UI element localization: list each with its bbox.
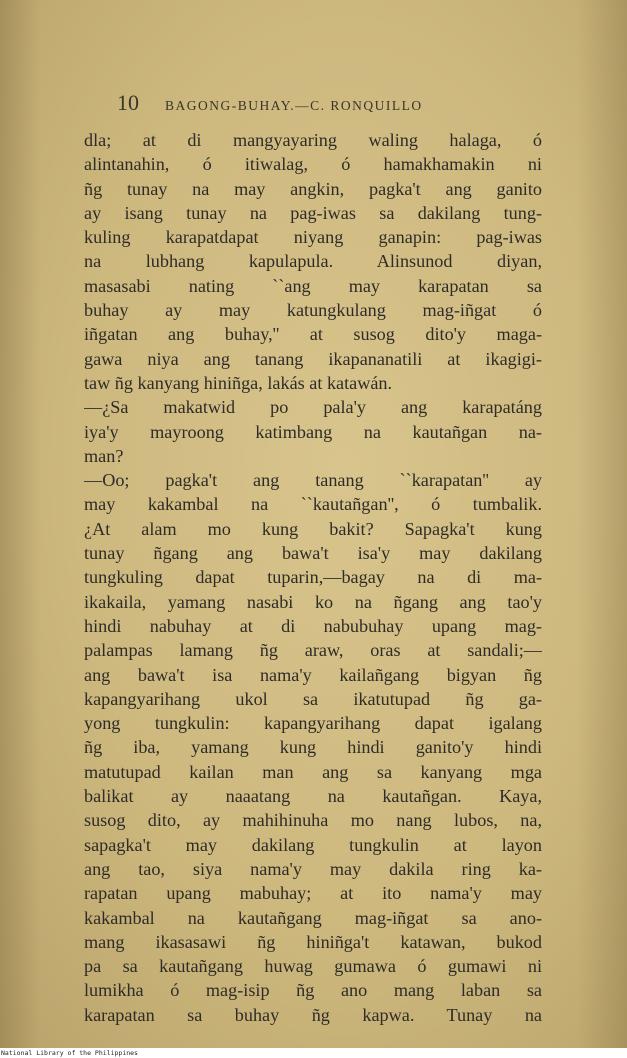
page-header	[117, 90, 557, 120]
text-line: susog dito, ay mahihinuha mo nang lubos, na,	[84, 810, 542, 831]
text-line: —¿Sa makatwid po pala'y ang karapatáng	[84, 397, 542, 418]
text-line: ang bawa't isa nama'y kailañgang bigyan ñg	[84, 664, 542, 685]
text-line: man?	[84, 445, 124, 466]
text-line: hindi nabuhay at di nabubuhay upang mag-	[84, 615, 542, 636]
text-line: masasabi nating ``ang may karapatan sa	[84, 275, 542, 296]
page-edge-shadow-left	[0, 0, 40, 1048]
library-credit: National Library of the Philippines	[1, 1049, 138, 1057]
body-text	[84, 128, 542, 1027]
page-edge-shadow-right	[577, 0, 627, 1048]
text-line: iya'y mayroong katimbang na kautañgan na-	[84, 421, 542, 442]
text-line: ñg tunay na may angkin, pagka't ang ganito	[84, 178, 542, 199]
text-line: kakambal na kautañgang mag-iñgat sa ano-	[84, 907, 542, 928]
text-line: ikakaila, yamang nasabi ko na ñgang ang tao'y	[84, 591, 542, 612]
text-line: dla; at di mangyayaring waling halaga, ó	[84, 130, 542, 150]
text-line: ¿At alam mo kung bakit? Sapagka't kung	[84, 518, 542, 539]
text-line: lumikha ó mag-isip ñg ano mang laban sa	[84, 980, 542, 1001]
text-line: tungkuling dapat tuparin,—bagay na di ma-	[84, 567, 542, 588]
text-line: alintanahin, ó itiwalag, ó hamakhamakin ni	[84, 154, 542, 175]
text-line: matutupad kailan man ang sa kanyang mga	[84, 761, 542, 782]
text-line: balikat ay naaatang na kautañgan. Kaya,	[84, 786, 542, 807]
text-line: yong tungkulin: kapangyarihang dapat igalang	[84, 713, 542, 734]
text-line: ñg iba, yamang kung hindi ganito'y hindi	[84, 737, 542, 758]
text-line: buhay ay may katungkulang mag-iñgat ó	[84, 300, 542, 321]
running-title: BAGONG-BUHAY.—C. RONQUILLO	[165, 98, 423, 113]
text-line: ang tao, siya nama'y may dakila ring ka-	[84, 858, 542, 879]
text-line: iñgatan ang buhay,'' at susog dito'y maga-	[84, 324, 542, 345]
text-line: rapatan upang mabuhay; at ito nama'y may	[84, 883, 542, 904]
text-line: pa sa kautañgang huwag gumawa ó gumawi ni	[84, 956, 542, 977]
text-line: tunay ñgang ang bawa't isa'y may dakilang	[84, 543, 542, 564]
page-number: 10	[117, 90, 139, 115]
text-line: taw ñg kanyang hiniñga, lakás at katawán.	[84, 372, 393, 393]
text-line: —Oo; pagka't ang tanang ``karapatan'' ay	[84, 470, 542, 491]
text-line: kapangyarihang ukol sa ikatutupad ñg ga-	[84, 688, 542, 709]
text-line: kuling karapatdapat niyang ganapin: pag-iwas	[84, 227, 542, 248]
text-line: may kakambal na ``kautañgan'', ó tumbalik.	[84, 494, 542, 515]
text-line: mang ikasasawi ñg hiniñga't katawan, bukod	[84, 931, 542, 952]
text-line: na lubhang kapulapula. Alinsunod diyan,	[84, 251, 542, 272]
text-line: karapatan sa buhay ñg kapwa. Tunay na	[84, 1004, 542, 1025]
text-line: ay isang tunay na pag-iwas sa dakilang tung-	[84, 202, 542, 223]
text-line: palampas lamang ñg araw, oras at sandali;—	[84, 640, 542, 661]
text-line: gawa niya ang tanang ikapananatili at ikagigi-	[84, 348, 542, 369]
text-line: sapagka't may dakilang tungkulin at layon	[84, 834, 542, 855]
